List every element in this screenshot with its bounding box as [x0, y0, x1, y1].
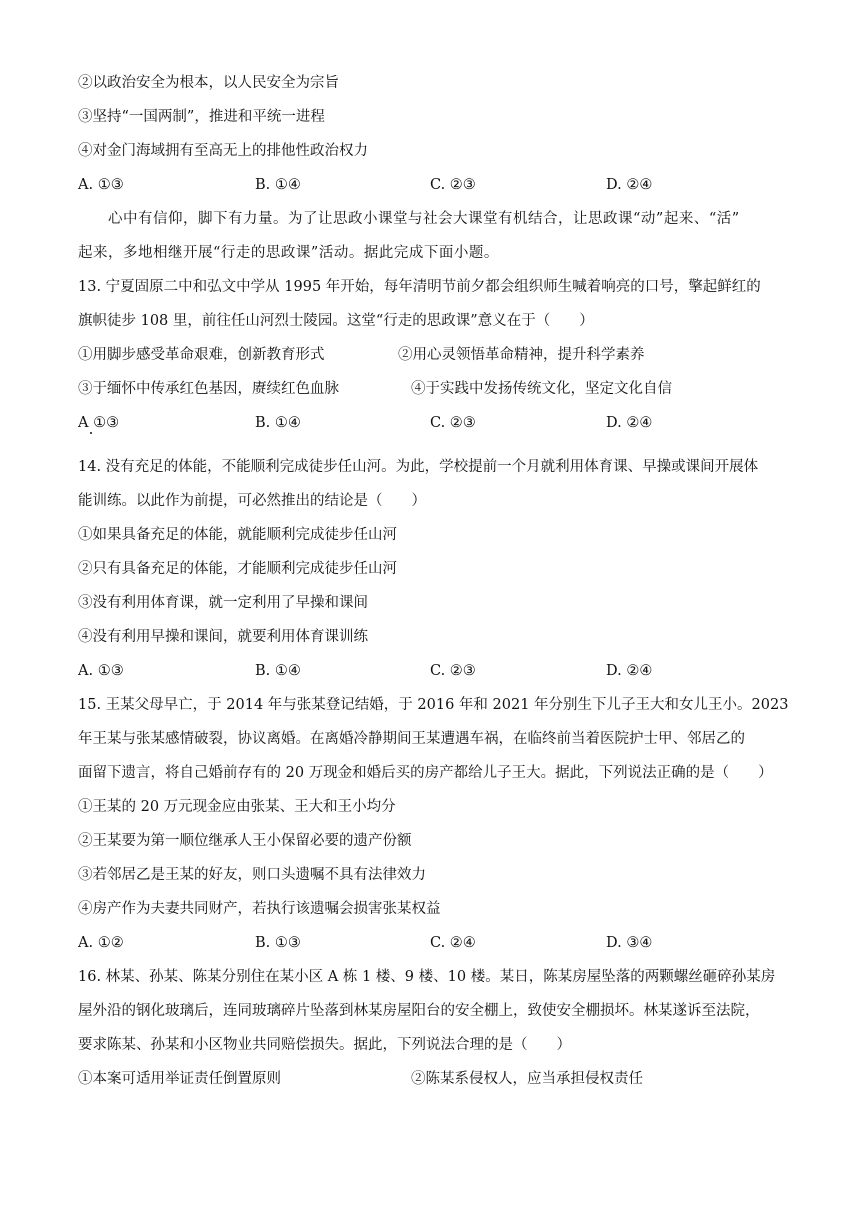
q14-stem-line-1: 14. 没有充足的体能，不能顺利完成徒步任山河。为此，学校提前一个月就利用体育课、早操或课间开展体 — [78, 459, 759, 475]
q14-option-c: C. ②③ — [430, 663, 476, 679]
q13-statement-2: ②用心灵领悟革命精神，提升科学素养 — [398, 347, 645, 363]
q14-option-b: B. ①④ — [255, 663, 301, 679]
q16-stem-line-2: 屋外沿的钢化玻璃后，连同玻璃碎片坠落到林某房屋阳台的安全棚上，致使安全棚损坏。林某遂诉至法院， — [78, 1003, 760, 1019]
q13-option-a: A ①③ — [78, 415, 120, 431]
q13-option-c: C. ②③ — [430, 415, 476, 431]
q13-statement-3: ③于缅怀中传承红色基因，赓续红色血脉 — [78, 381, 339, 397]
q13-statement-1: ①用脚步感受革命艰难，创新教育形式 — [78, 347, 325, 363]
statement-2: ②以政治安全为根本，以人民安全为宗旨 — [78, 75, 339, 91]
statement-4: ④对金门海域拥有至高无上的排他性政治权力 — [78, 143, 368, 159]
q13-stem-line-2: 旗帜徒步 108 里，前往任山河烈士陵园。这堂“行走的思政课”意义在于（ ） — [78, 313, 594, 329]
q16-statement-2: ②陈某系侵权人，应当承担侵权责任 — [411, 1071, 643, 1087]
intro-line-1: 心中有信仰，脚下有力量。为了让思政小课堂与社会大课堂有机结合，让思政课“动”起来、“活” — [108, 211, 740, 227]
option-d: D. ②④ — [606, 177, 653, 193]
q14-option-d: D. ②④ — [606, 663, 653, 679]
q13-stem-line-1: 13. 宁夏固原二中和弘文中学从 1995 年开始，每年清明节前夕都会组织师生喊着响亮的口号，擎起鲜红的 — [78, 279, 761, 295]
q13-option-b: B. ①④ — [255, 415, 301, 431]
q14-statement-2: ②只有具备充足的体能，才能顺利完成徒步任山河 — [78, 561, 397, 577]
q15-statement-1: ①王某的 20 万元现金应由张某、王大和王小均分 — [78, 799, 396, 815]
q15-statement-4: ④房产作为夫妻共同财产，若执行该遗嘱会损害张某权益 — [78, 901, 441, 917]
q15-statement-3: ③若邻居乙是王某的好友，则口头遗嘱不具有法律效力 — [78, 867, 426, 883]
q15-stem-line-1: 15. 王某父母早亡，于 2014 年与张某登记结婚，于 2016 年和 2021 年分别生下儿子王大和女儿王小。2023 — [78, 697, 789, 713]
q15-statement-2: ②王某要为第一顺位继承人王小保留必要的遗产份额 — [78, 833, 412, 849]
q13-option-d: D. ②④ — [606, 415, 653, 431]
q13-statement-4: ④于实践中发扬传统文化，坚定文化自信 — [411, 381, 672, 397]
q15-option-b: B. ①③ — [255, 935, 301, 951]
q14-statement-3: ③没有利用体育课，就一定利用了早操和课间 — [78, 595, 368, 611]
q16-stem-line-3: 要求陈某、孙某和小区物业共同赔偿损失。据此，下列说法合理的是（ ） — [78, 1037, 571, 1053]
q14-statement-4: ④没有利用早操和课间，就要利用体育课训练 — [78, 629, 368, 645]
option-b: B. ①④ — [255, 177, 301, 193]
option-a: A. ①③ — [78, 177, 124, 193]
statement-3: ③坚持“一国两制”，推进和平统一进程 — [78, 109, 325, 125]
stray-dot — [90, 432, 92, 434]
q15-option-c: C. ②④ — [430, 935, 476, 951]
q16-statement-1: ①本案可适用举证责任倒置原则 — [78, 1071, 281, 1087]
option-c: C. ②③ — [430, 177, 476, 193]
q15-option-d: D. ③④ — [606, 935, 653, 951]
q15-stem-line-2: 年王某与张某感情破裂，协议离婚。在离婚冷静期间王某遭遇车祸，在临终前当着医院护士甲、邻居乙的 — [78, 731, 745, 747]
q15-option-a: A. ①② — [78, 935, 124, 951]
q14-option-a: A. ①③ — [78, 663, 124, 679]
intro-line-2: 起来，多地相继开展“行走的思政课”活动。据此完成下面小题。 — [78, 245, 499, 261]
q16-stem-line-1: 16. 林某、孙某、陈某分别住在某小区 A 栋 1 楼、9 楼、10 楼。某日，陈某房屋坠落的两颗螺丝砸碎孙某房 — [78, 969, 776, 985]
q15-stem-line-3: 面留下遗言，将自己婚前存有的 20 万现金和婚后买的房产都给儿子王大。据此，下列说法正确的是（ ） — [78, 765, 773, 781]
q14-stem-line-2: 能训练。以此作为前提，可必然推出的结论是（ ） — [78, 493, 426, 509]
q14-statement-1: ①如果具备充足的体能，就能顺利完成徒步任山河 — [78, 527, 397, 543]
